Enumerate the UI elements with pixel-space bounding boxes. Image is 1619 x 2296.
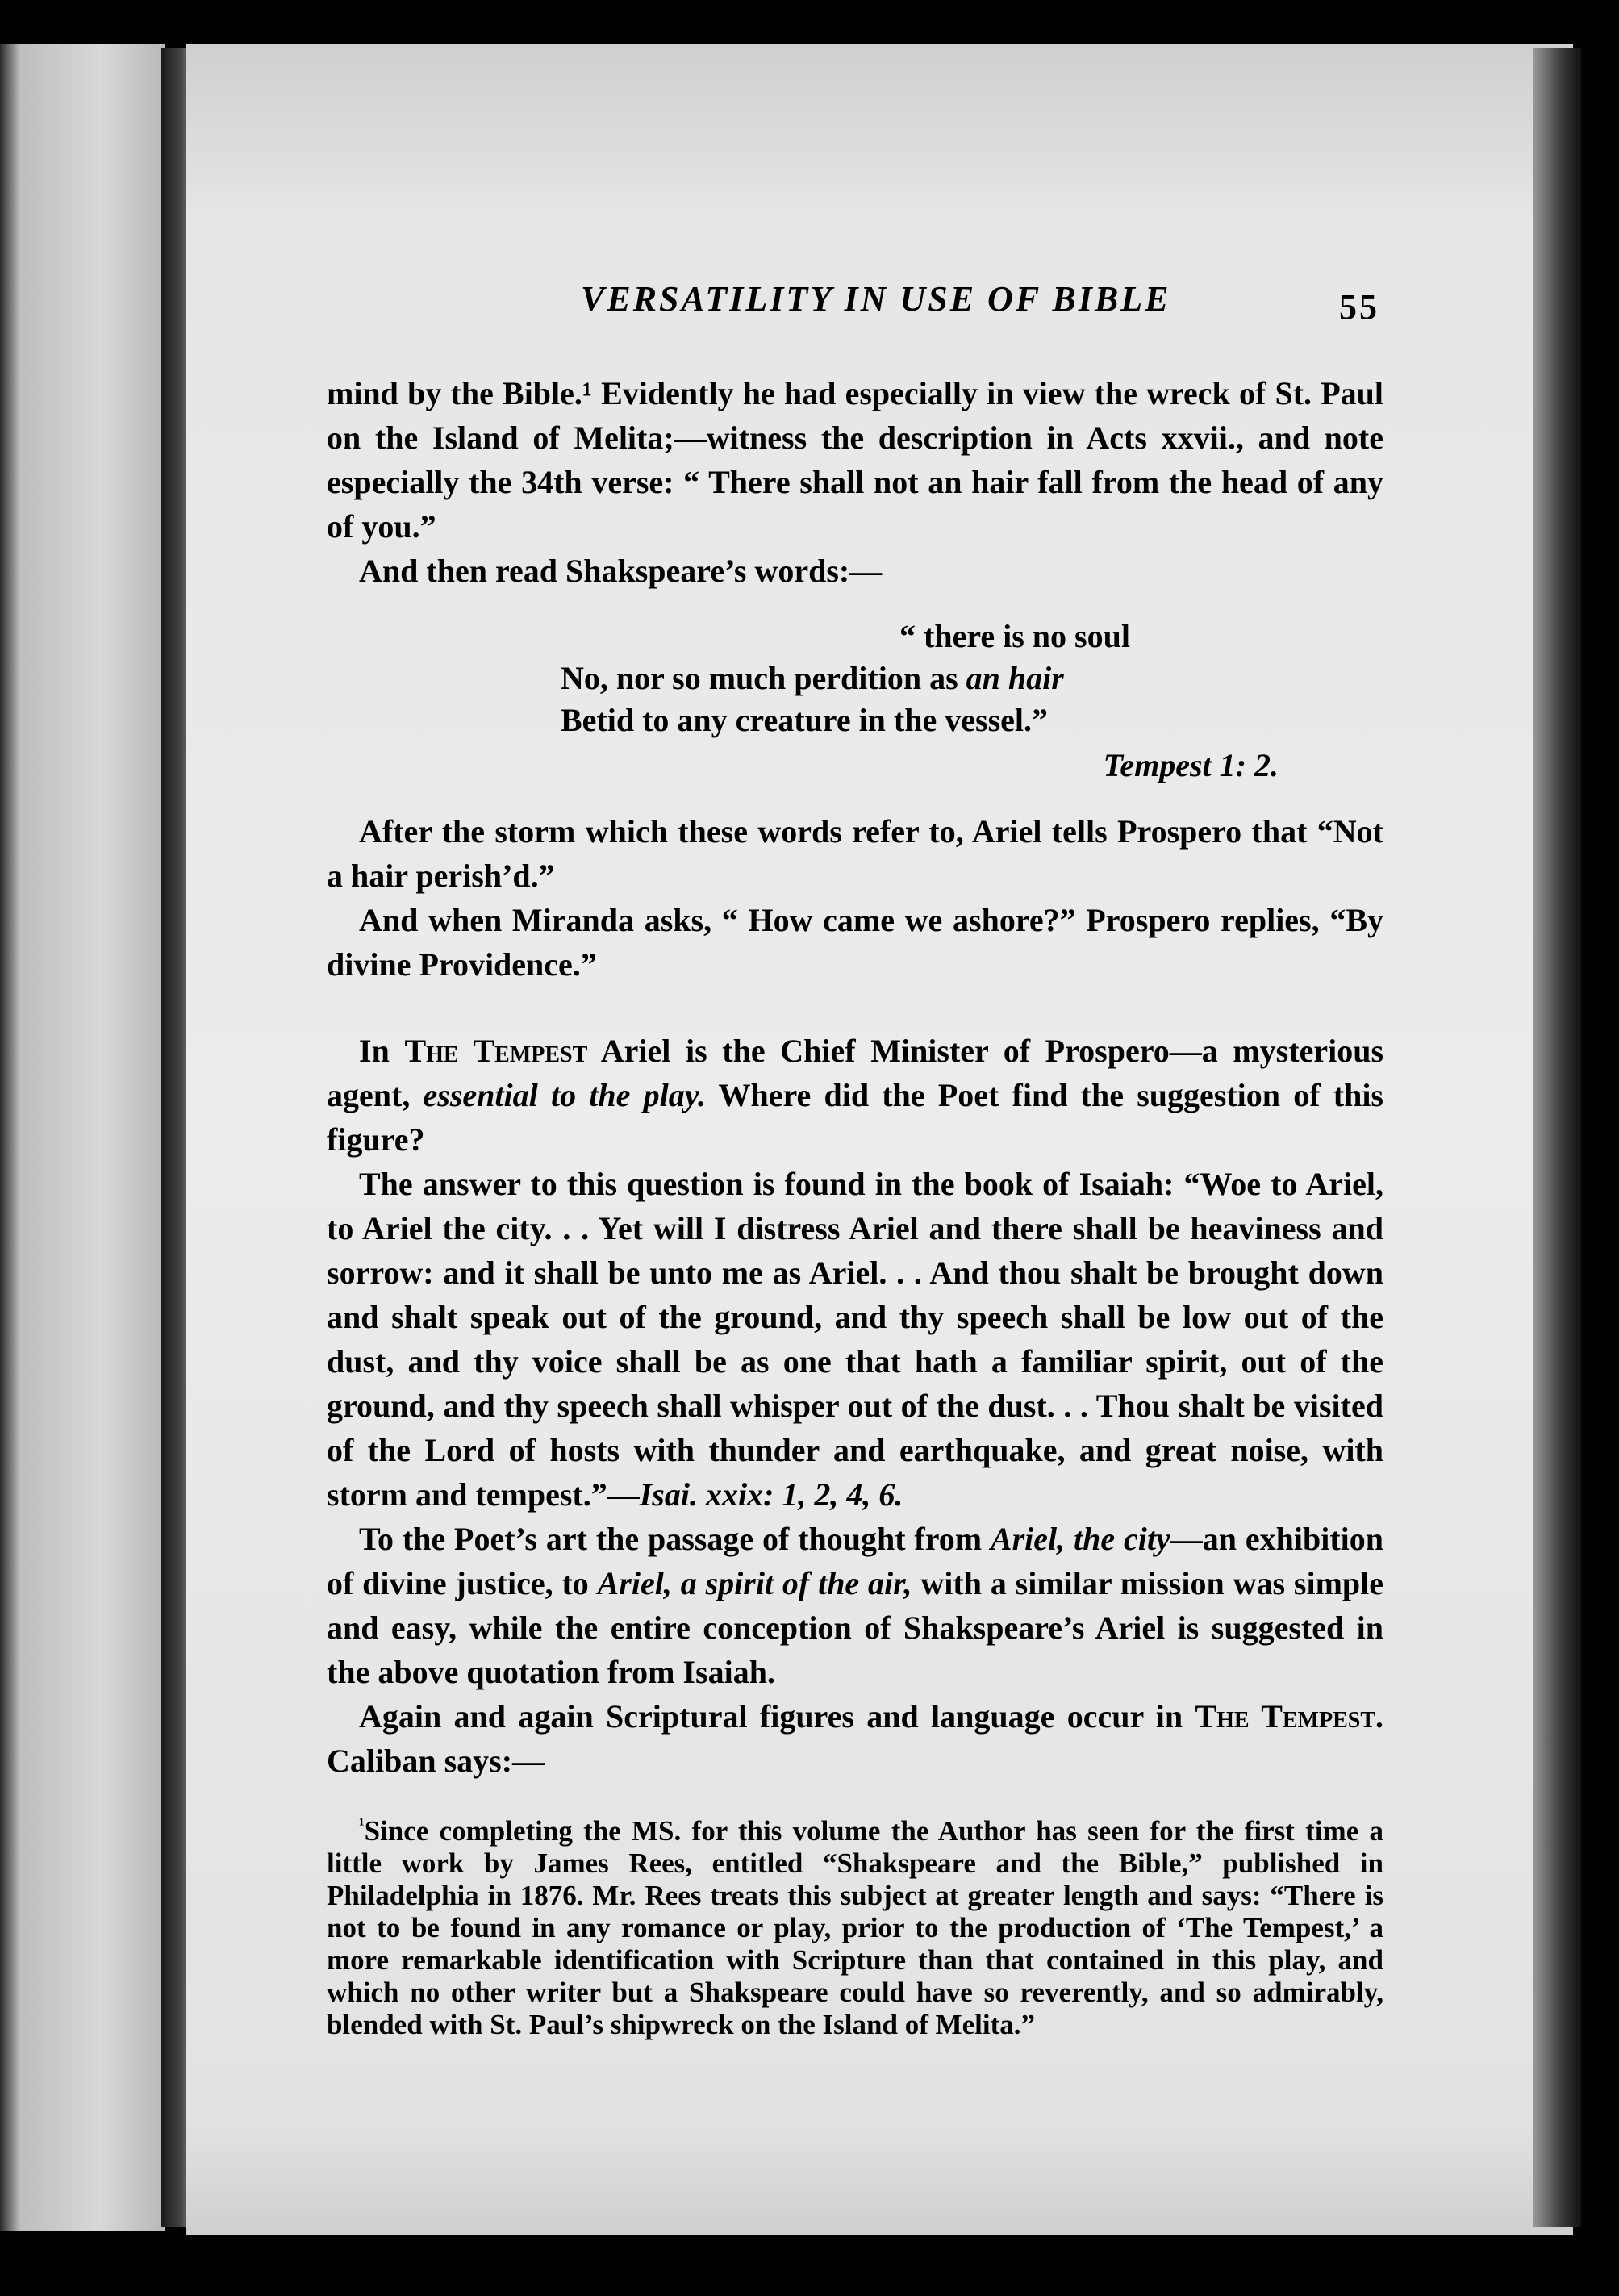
quote-line-2: No, nor so much perdition as an hair [561, 660, 1064, 696]
footnote [327, 1815, 1383, 2041]
paragraph-5: In The Tempest Ariel is the Chief Minister of Prospero—a mysterious agent, essential to the play. Where did the Poet find the suggestion of this figure? [327, 1033, 1384, 1158]
quote-line-3: Betid to any creature in the vessel.” [561, 702, 1049, 738]
quote-line-1: “ there is no soul [899, 618, 1130, 654]
running-title: VERSATILITY IN USE OF BIBLE [581, 279, 1171, 319]
isaiah-reference: Isai. xxix: 1, 2, 4, 6. [639, 1476, 903, 1513]
quote-citation: Tempest 1: 2. [1103, 747, 1279, 783]
facing-page-edge [0, 44, 165, 2231]
block-quote [561, 616, 1383, 787]
page-edge-shadow [1533, 48, 1581, 2227]
paragraph-4: And when Miranda asks, “ How came we ashore?” Prospero replies, “By divine Providence.” [327, 902, 1383, 983]
paragraph-2: And then read Shakspeare’s words:— [359, 553, 883, 589]
footnote-marker: ¹ [359, 1814, 365, 1835]
footnote-text: Since completing the MS. for this volume the Author has seen for the first time a little work by James Rees, entitled “Shakspeare and the Bible,” published in Philadelphia in 1876. Mr. Rees treats this subject at greater length and says: “There is not to be found in any romance or play, prior to the production of ‘The Tempest,’ a more remarkable identification with Scripture than that contained in this play, and which no other writer but a Shakspeare could have so reverently, and so admirably, blended with St. Paul’s shipwreck on the Island of Melita.” [327, 1815, 1383, 2040]
paragraph-6: The answer to this question is found in the book of Isaiah: “Woe to Ariel, to Ariel the city. . . Yet will I distress Ariel and there shall be heaviness and sorrow: and it shall be unto me as Ariel. . . And thou shalt be brought down and shalt speak out of the ground, and thy speech shall be low out of the dust, and thy voice shall be as one that hath a familiar spirit, out of the ground, and thy speech shall whisper out of the dust. . . Thou shalt be visited of the Lord of hosts with thunder and earthquake, and great noise, with storm and tempest.”—Isai. xxix: 1, 2, 4, 6. [327, 1166, 1383, 1513]
paragraph-3: After the storm which these words refer to, Ariel tells Prospero that “Not a hair perish’d.” [327, 813, 1383, 894]
paragraph-7: To the Poet’s art the passage of thought from Ariel, the city—an exhibition of divine justice, to Ariel, a spirit of the air, with a similar mission was simple and easy, while the entire conception of Shakspeare’s Ariel is suggested in the above quotation from Isaiah. [327, 1521, 1383, 1690]
paragraph-8: Again and again Scriptural figures and language occur in The Tempest. Caliban says:— [327, 1698, 1384, 1779]
page-number: 55 [1339, 287, 1379, 327]
page-body [327, 371, 1383, 2041]
paragraph-1: mind by the Bible.¹ Evidently he had especially in view the wreck of St. Paul on the Island of Melita;—witness the description in Acts xxvii., and note especially the 34th verse: “ There shall not an hair fall from the head of any of you.” [327, 375, 1383, 545]
